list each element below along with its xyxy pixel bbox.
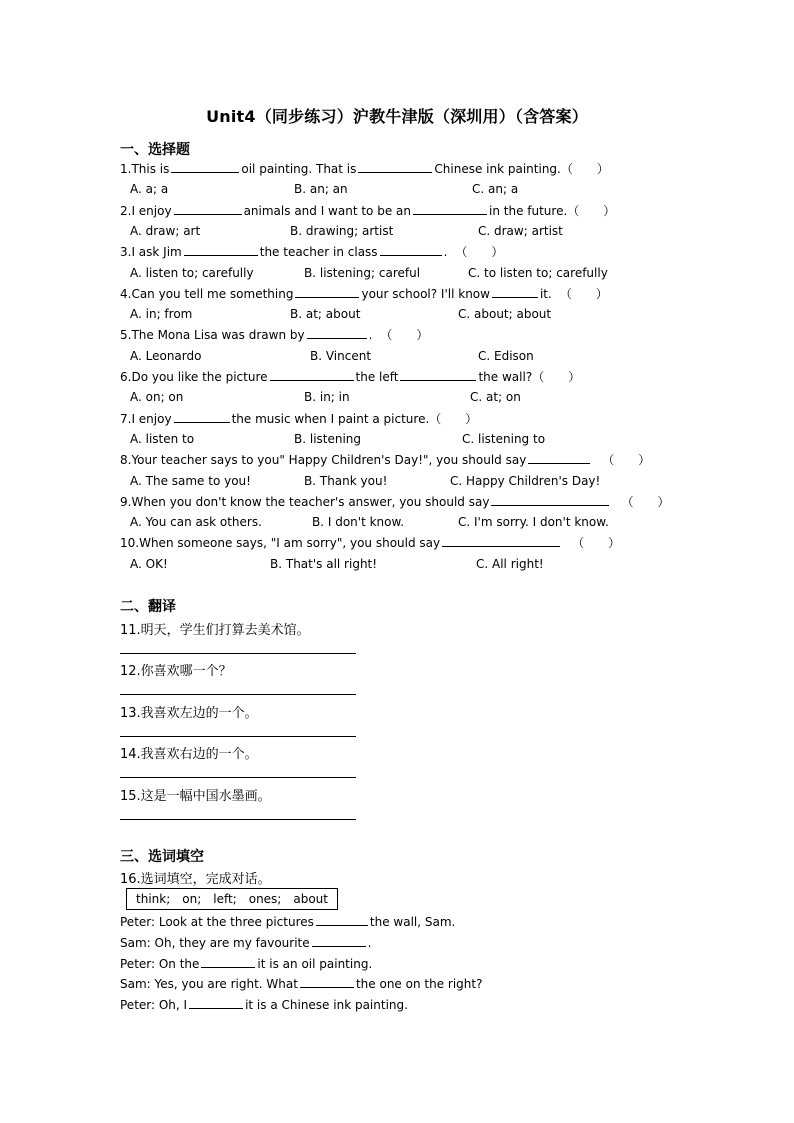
dialogue-2-blank bbox=[312, 935, 366, 947]
q2-blank-1 bbox=[174, 203, 242, 215]
q10-option-c: C. All right! bbox=[476, 557, 544, 571]
q7-option-b: B. listening bbox=[294, 432, 362, 446]
question-8 bbox=[120, 452, 650, 468]
q10-option-b: B. That's all right! bbox=[270, 557, 378, 571]
q6-text-b: the left bbox=[355, 370, 399, 384]
question-6 bbox=[120, 369, 580, 385]
question-2 bbox=[120, 203, 615, 219]
q1-option-c: C. an; a bbox=[472, 182, 519, 196]
page-title: Unit4（同步练习）沪教牛津版（深圳用）（含答案） bbox=[206, 107, 588, 126]
q3-blank-2 bbox=[380, 244, 442, 256]
q10-blank-1 bbox=[442, 535, 560, 547]
translation-item-11: 11.明天，学生们打算去美术馆。 bbox=[120, 623, 310, 638]
q4-text-c: it. bbox=[539, 287, 552, 301]
dialogue-5-blank bbox=[189, 997, 243, 1009]
question-4 bbox=[120, 286, 608, 302]
answer-line-13 bbox=[120, 736, 356, 737]
q2-text-b: animals and I want to be an bbox=[243, 204, 411, 218]
q8-blank-1 bbox=[528, 452, 590, 464]
dialogue-3-text-b: it is an oil painting. bbox=[257, 957, 373, 971]
q7-answer-paren: （ ） bbox=[429, 412, 478, 426]
q10-option-a: A. OK! bbox=[130, 557, 168, 571]
question-5 bbox=[120, 327, 428, 343]
q1-text-c: Chinese ink painting. bbox=[434, 162, 561, 176]
q1-text-b: oil painting. That is bbox=[241, 162, 357, 176]
q5-option-a: A. Leonardo bbox=[130, 349, 202, 363]
answer-line-14 bbox=[120, 777, 356, 778]
q1-option-a: A. a; a bbox=[130, 182, 169, 196]
q9-option-a: A. You can ask others. bbox=[130, 515, 262, 529]
translation-item-12: 12.你喜欢哪一个？ bbox=[120, 664, 232, 679]
q3-text-a: 3.I ask Jim bbox=[120, 245, 182, 259]
q4-text-a: 4.Can you tell me something bbox=[120, 287, 294, 301]
q1-option-b: B. an; an bbox=[294, 182, 348, 196]
q6-text-a: 6.Do you like the picture bbox=[120, 370, 268, 384]
q4-option-c: C. about; about bbox=[458, 307, 552, 321]
dialogue-line-4 bbox=[120, 976, 482, 992]
q2-option-c: C. draw; artist bbox=[478, 224, 563, 238]
dialogue-3-text-a: Peter: On the bbox=[120, 957, 200, 971]
q6-option-b: B. in; in bbox=[304, 390, 350, 404]
q7-text-a: 7.I enjoy bbox=[120, 412, 172, 426]
q5-text-b: . bbox=[368, 328, 373, 342]
q7-option-c: C. listening to bbox=[462, 432, 546, 446]
q4-text-b: your school? I'll know bbox=[361, 287, 490, 301]
q4-option-a: A. in; from bbox=[130, 307, 193, 321]
q1-blank-2 bbox=[358, 161, 432, 173]
q9-option-c: C. I'm sorry. I don't know. bbox=[458, 515, 609, 529]
q3-blank-1 bbox=[184, 244, 258, 256]
dialogue-5-text-a: Peter: Oh, I bbox=[120, 998, 188, 1012]
answer-line-12 bbox=[120, 694, 356, 695]
section2-heading: 二、翻译 bbox=[120, 599, 176, 615]
q3-text-b: the teacher in class bbox=[259, 245, 378, 259]
q8-answer-paren: （ ） bbox=[602, 453, 651, 467]
q10-text-a: 10.When someone says, "I am sorry", you should say bbox=[120, 536, 441, 550]
q5-option-c: C. Edison bbox=[478, 349, 534, 363]
question-7 bbox=[120, 411, 477, 427]
q2-option-b: B. drawing; artist bbox=[290, 224, 394, 238]
q1-answer-paren: （ ） bbox=[560, 162, 609, 176]
q6-blank-1 bbox=[270, 369, 354, 381]
dialogue-3-blank bbox=[201, 956, 255, 968]
q10-answer-paren: （ ） bbox=[572, 536, 621, 550]
translation-item-13: 13.我喜欢左边的一个。 bbox=[120, 706, 258, 721]
q2-option-a: A. draw; art bbox=[130, 224, 201, 238]
q6-option-c: C. at; on bbox=[470, 390, 521, 404]
question-9 bbox=[120, 494, 669, 510]
q9-option-b: B. I don't know. bbox=[312, 515, 405, 529]
section1-heading: 一、选择题 bbox=[120, 142, 190, 158]
dialogue-line-5 bbox=[120, 997, 408, 1013]
answer-line-11 bbox=[120, 653, 356, 654]
q8-option-c: C. Happy Children's Day! bbox=[450, 474, 601, 488]
q7-option-a: A. listen to bbox=[130, 432, 195, 446]
dialogue-4-text-b: the one on the right? bbox=[355, 977, 483, 991]
question-10 bbox=[120, 535, 620, 551]
q6-blank-2 bbox=[400, 369, 476, 381]
q7-text-b: the music when I paint a picture. bbox=[231, 412, 430, 426]
dialogue-4-text-a: Sam: Yes, you are right. What bbox=[120, 977, 298, 991]
q1-blank-1 bbox=[171, 161, 239, 173]
question-1 bbox=[120, 161, 609, 177]
q4-blank-2 bbox=[492, 286, 538, 298]
q2-text-a: 2.I enjoy bbox=[120, 204, 172, 218]
dialogue-line-3 bbox=[120, 956, 372, 972]
q5-option-b: B. Vincent bbox=[310, 349, 372, 363]
translation-item-14: 14.我喜欢右边的一个。 bbox=[120, 747, 258, 762]
q5-answer-paren: （ ） bbox=[380, 328, 429, 342]
dialogue-line-2 bbox=[120, 935, 371, 951]
q7-blank-1 bbox=[174, 411, 230, 423]
q8-text-a: 8.Your teacher says to you" Happy Children's Day!", you should say bbox=[120, 453, 527, 467]
q4-option-b: B. at; about bbox=[290, 307, 361, 321]
q9-answer-paren: （ ） bbox=[621, 495, 670, 509]
dialogue-line-1 bbox=[120, 914, 455, 930]
dialogue-1-text-b: the wall, Sam. bbox=[369, 915, 456, 929]
question-3 bbox=[120, 244, 503, 260]
section3-instruction: 16.选词填空，完成对话。 bbox=[120, 872, 271, 887]
q6-answer-paren: （ ） bbox=[532, 370, 581, 384]
q4-blank-1 bbox=[295, 286, 359, 298]
q9-blank-1 bbox=[491, 494, 609, 506]
q3-option-c: C. to listen to; carefully bbox=[468, 266, 608, 280]
q6-text-c: the wall? bbox=[478, 370, 533, 384]
dialogue-1-blank bbox=[316, 914, 368, 926]
q1-text-a: 1.This is bbox=[120, 162, 170, 176]
q8-option-a: A. The same to you! bbox=[130, 474, 251, 488]
q3-option-a: A. listen to; carefully bbox=[130, 266, 254, 280]
answer-line-15 bbox=[120, 819, 356, 820]
word-bank-box: think; on; left; ones; about bbox=[126, 888, 338, 910]
section3-heading: 三、选词填空 bbox=[120, 849, 204, 865]
translation-item-15: 15.这是一幅中国水墨画。 bbox=[120, 789, 271, 804]
dialogue-5-text-b: it is a Chinese ink painting. bbox=[245, 998, 408, 1012]
q3-text-c: . bbox=[443, 245, 448, 259]
q2-answer-paren: （ ） bbox=[567, 204, 616, 218]
q5-blank-1 bbox=[307, 327, 367, 339]
dialogue-4-blank bbox=[300, 976, 354, 988]
q2-blank-2 bbox=[413, 203, 487, 215]
q8-option-b: B. Thank you! bbox=[304, 474, 388, 488]
q2-text-c: in the future. bbox=[489, 204, 568, 218]
dialogue-2-text-a: Sam: Oh, they are my favourite bbox=[120, 936, 310, 950]
dialogue-2-text-b: . bbox=[367, 936, 372, 950]
q5-text-a: 5.The Mona Lisa was drawn by bbox=[120, 328, 305, 342]
dialogue-1-text-a: Peter: Look at the three pictures bbox=[120, 915, 314, 929]
q3-answer-paren: （ ） bbox=[455, 245, 504, 259]
q4-answer-paren: （ ） bbox=[559, 287, 608, 301]
q9-text-a: 9.When you don't know the teacher's answer, you should say bbox=[120, 495, 490, 509]
q3-option-b: B. listening; careful bbox=[304, 266, 421, 280]
q6-option-a: A. on; on bbox=[130, 390, 184, 404]
